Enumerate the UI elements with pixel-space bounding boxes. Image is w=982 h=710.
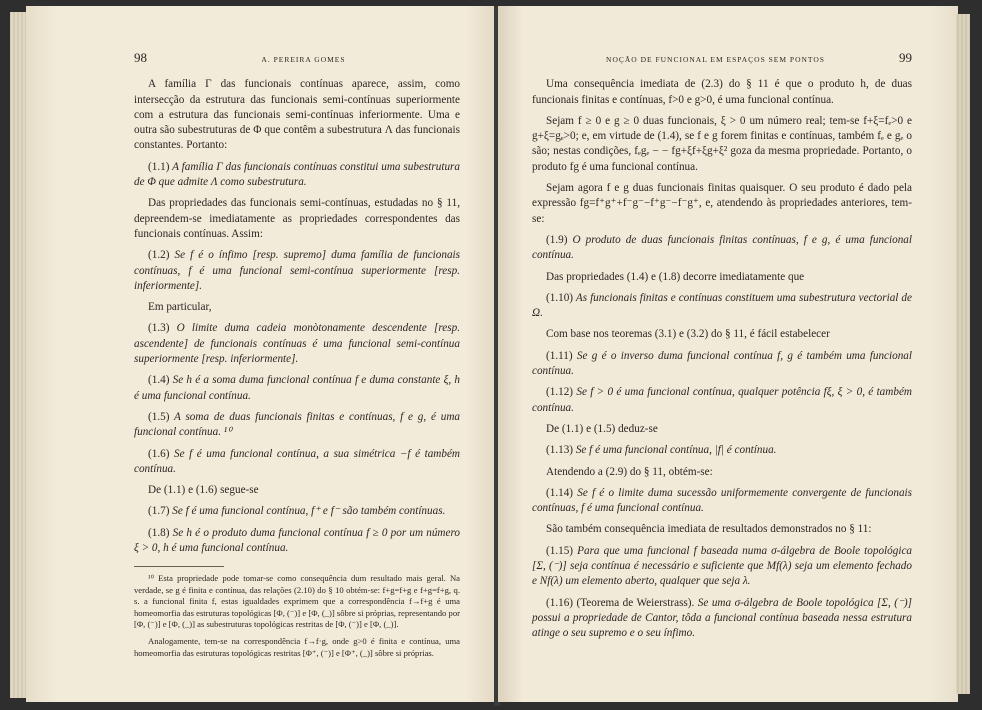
- theorem: (1.12) Se f > 0 é uma funcional contínua, qualquer potência fξ, ξ > 0, é também contínua.: [532, 386, 912, 414]
- theorem: (1.15) Para que uma funcional f baseada numa σ-álgebra de Boole topológica [Σ, (⁻)] seja contínua é necessário e suficiente que Mf(λ) seja um elemento fechado e Nf(λ) um elemento aberto, qualquer que seja λ.: [532, 544, 912, 588]
- theorem: (1.4) Se h é a soma duma funcional contínua f e duma constante ξ, h é uma funcional contínua.: [134, 374, 460, 402]
- theorem: (1.6) Se f é uma funcional contínua, a sua simétrica −f é também contínua.: [134, 447, 461, 475]
- right-running-head: [532, 50, 912, 67]
- paragraph: Sejam f ≥ 0 e g ≥ 0 duas funcionais, ξ > 0 um número real; tem-se f+ξ=fₑ>0 e g+ξ=gₑ>0; e, em virtude de (1.4), se f e g forem finitas e contínuas, também fₑ e gₑ o são; nestas condições, fₑgₑ − − fg+ξf+ξg+ξ² goza da mesma propriedade. Portanto, o produto fg é uma funcional contínua.: [532, 114, 912, 173]
- right-page-text: [532, 50, 912, 648]
- theorem: (1.2) Se f é o ínfimo [resp. supremo] duma família de funcionais contínuas, f é uma funcional semi-contínua superiormente [resp. inferiormente].: [134, 249, 461, 292]
- paragraph: A família Γ das funcionais contínuas aparece, assim, como intersecção da estrutura das funcionais semi-contínuas superiormente com a estrutura das funcionais semi-contínuas inferiormente. Uma e outra são subestruturas de Φ que contêm a subestrutura Λ das funcionais constantes. Portanto:: [134, 78, 460, 152]
- theorem: (1.8) Se h é o produto duma funcional contínua f ≥ 0 por um número ξ > 0, h é uma funcional contínua.: [134, 526, 460, 555]
- footnote: Analogamente, tem-se na correspondência f→f·g, onde g>0 é finita e contínua, uma homeomorfia das estruturas topológicas restritas [Φ⁺, (⁻)] e [Φ⁺, (_)] sôbre si próprias.: [134, 636, 460, 658]
- paragraph: Das propriedades das funcionais semi-contínuas, estudadas no § 11, depreendem-se imediatamente as propriedades correspondentes das funcionais contínuas. Assim:: [134, 197, 460, 240]
- left-page-text: [134, 50, 460, 665]
- paragraph: Com base nos teoremas (3.1) e (3.2) do § 11, é fácil estabelecer: [546, 328, 830, 341]
- left-page: [26, 6, 496, 702]
- theorem: (1.5) A soma de duas funcionais finitas e contínuas, f e g, é uma funcional contínua. ¹⁰: [134, 410, 460, 439]
- paragraph: De (1.1) e (1.5) deduz-se: [546, 422, 658, 435]
- footnote: ¹⁰ Esta propriedade pode tomar-se como consequência dum resultado mais geral. Na verdade, se g é finita e contínua, das relações (2.10) do § 10 obtém-se: f+g=f+g e f+g=f+g, q. s. a funcional finita f, estas igualdades exprimem que a correspondência f→f+g é uma homeomorfia das estruturas topológicas [Φ, (⁻)] e [Φ, (_)] sôbre si próprias, representando por [Φ, (⁻)] e [Φ, (_)] as subestruturas topológicas restritas de [Φ, (⁻)] e [Φ, (_)].: [134, 573, 460, 629]
- theorem: (1.1) A família Γ das funcionais contínuas constitui uma subestrutura de Φ que admite Λ como subestrutura.: [134, 160, 460, 189]
- paragraph: Em particular,: [148, 301, 212, 314]
- running-head-title: NOÇÃO DE FUNCIONAL EM ESPAÇOS SEM PONTOS: [606, 55, 825, 64]
- paragraph: Uma consequência imediata de (2.3) do § 11 é que o produto h, de duas funcionais finitas e contínuas, f>0 e g>0, é uma funcional contínua.: [532, 78, 912, 106]
- footnote-rule: [134, 566, 224, 567]
- paragraph: Sejam agora f e g duas funcionais finitas quaisquer. O seu produto é dado pela expressão fg=f⁺g⁺+f⁻g⁻−f⁺g⁻−f⁻g⁺, e, atendendo às propriedades anteriores, tem-se:: [532, 182, 912, 225]
- theorem: (1.13) Se f é uma funcional contínua, |f| é contínua.: [546, 444, 777, 457]
- running-head-author: A. PEREIRA GOMES: [261, 55, 346, 64]
- page-number: 99: [898, 50, 912, 65]
- theorem: (1.11) Se g é o inverso duma funcional contínua f, g é também uma funcional contínua.: [532, 349, 913, 378]
- theorem: (1.9) O produto de duas funcionais finitas contínuas, f e g, é uma funcional contínua.: [532, 233, 912, 262]
- right-page: [498, 6, 958, 702]
- book-spread: [6, 6, 972, 706]
- paragraph: De (1.1) e (1.6) segue-se: [148, 484, 259, 497]
- theorem: (1.14) Se f é o limite duma sucessão uniformemente convergente de funcionais contínuas, f é uma funcional contínua.: [532, 486, 913, 515]
- paragraph: Atendendo a (2.9) do § 11, obtém-se:: [546, 465, 713, 478]
- page-number: 98: [134, 50, 147, 65]
- paragraph: Das propriedades (1.4) e (1.8) decorre imediatamente que: [546, 270, 805, 283]
- theorem: (1.10) As funcionais finitas e contínuas constituem uma subestrutura vectorial de Ω.: [532, 291, 912, 320]
- theorem: (1.16) (Teorema de Weierstrass). Se uma σ-álgebra de Boole topológica [Σ, (⁻)] possui a propriedade de Cantor, tôda a funcional contínua baseada nessa estrutura atinge o seu supremo e o seu ínfimo.: [532, 596, 912, 640]
- theorem: (1.3) O limite duma cadeia monòtonamente descendente [resp. ascendente] de funcionais contínuas é uma funcional semi-contínua superiormente [resp. inferiormente].: [134, 322, 460, 366]
- paragraph: São também consequência imediata de resultados demonstrados no § 11:: [546, 523, 872, 536]
- left-running-head: [134, 50, 460, 67]
- theorem: (1.7) Se f é uma funcional contínua, f⁺ e f⁻ são também contínuas.: [148, 505, 446, 518]
- page-edges-right: [956, 14, 970, 694]
